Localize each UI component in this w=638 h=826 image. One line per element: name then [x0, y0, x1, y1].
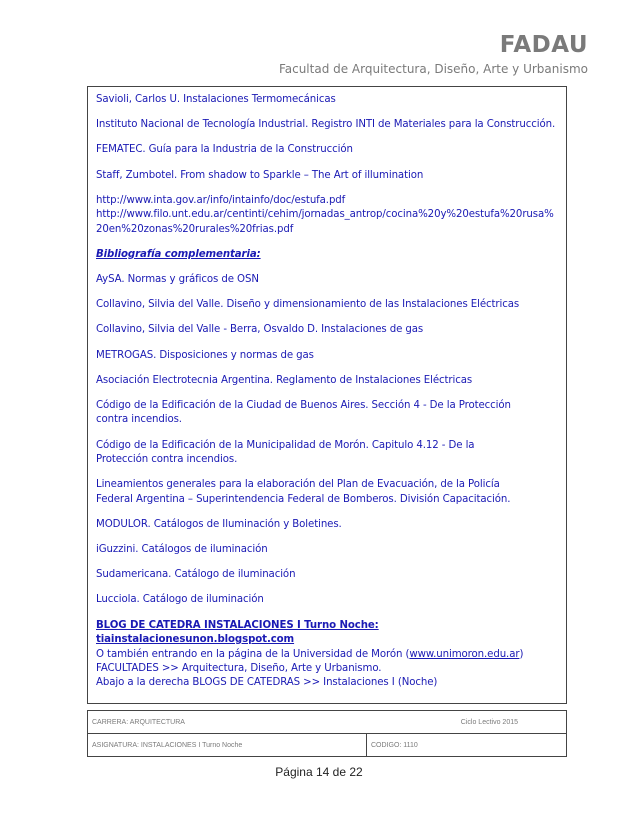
ref-modulor: MODULOR. Catálogos de Iluminación y Boletines. [96, 518, 342, 530]
ref-lineamientos [96, 478, 557, 507]
blog-heading: BLOG DE CATEDRA INSTALACIONES I Turno Noche: [96, 619, 379, 631]
ref-metrogas: METROGAS. Disposiciones y normas de gas [96, 349, 314, 361]
complementary-heading: Bibliografía complementaria: [96, 248, 261, 260]
ref-lineamientos-line2: Federal Argentina – Superintendencia Federal de Bomberos. División Capacitación. [96, 493, 511, 505]
footer-carrera: CARRERA: ARQUITECTURA [92, 718, 185, 726]
ref-savioli: Savioli, Carlos U. Instalaciones Termomecánicas [96, 94, 336, 105]
ref-inti: Instituto Nacional de Tecnología Industrial. Registro INTI de Materiales para la Construcción. [96, 119, 556, 131]
univ-text-post: ) [519, 648, 524, 660]
blog-line [96, 619, 557, 648]
ref-fematec: FEMATEC. Guía para la Industria de la Construcción [96, 144, 353, 156]
facultades-line: FACULTADES >> Arquitectura, Diseño, Arte y Urbanismo. [96, 662, 382, 674]
header-title: FADAU [499, 32, 588, 58]
footer-row-carrera [88, 711, 567, 734]
abajo-line: Abajo a la derecha BLOGS DE CATEDRAS >> Instalaciones I (Noche) [96, 677, 438, 689]
ref-collavino-1: Collavino, Silvia del Valle. Diseño y dimensionamiento de las Instalaciones Eléctricas [96, 299, 520, 311]
ref-codigo-moron [96, 439, 557, 468]
ref-sudamericana: Sudamericana. Catálogo de iluminación [96, 569, 296, 581]
footer-asignatura: ASIGNATURA: INSTALACIONES I Turno Noche [88, 734, 367, 757]
ref-lineamientos-line1: Lineamientos generales para la elaboración del Plan de Evacuación, de la Policía [96, 479, 500, 491]
ref-codigo-caba-line2: contra incendios. [96, 414, 182, 426]
ref-codigo-caba-line1: Código de la Edificación de la Ciudad de Buenos Aires. Sección 4 - De la Protección [96, 400, 511, 412]
footer-ciclo: Ciclo Lectivo 2015 [460, 718, 518, 726]
ref-collavino-2: Collavino, Silvia del Valle - Berra, Osvaldo D. Instalaciones de gas [96, 324, 424, 336]
ref-lucciola: Lucciola. Catálogo de iluminación [96, 594, 264, 606]
ref-staff: Staff, Zumbotel. From shadow to Sparkle – The Art of illumination [96, 169, 424, 181]
blog-link[interactable]: tiainstalacionesunon.blogspot.com [96, 634, 295, 646]
ref-url-unt: http://www.filo.unt.edu.ar/centinti/cehim/jornadas_antrop/cocina%20y%20estufa%20rusa%20en%20zonas%20rurales%20frias.pdf [96, 209, 554, 235]
univ-link[interactable]: www.unimoron.edu.ar [409, 648, 520, 660]
ref-url-inta: http://www.inta.gov.ar/info/intainfo/doc/estufa.pdf [96, 194, 346, 206]
footer-carrera-cell [88, 711, 567, 734]
footer-codigo: CODIGO: 1110 [367, 734, 567, 757]
footer-row-asignatura [88, 734, 567, 757]
bibliography-box [87, 86, 567, 704]
univ-text-pre: O también entrando en la página de la Universidad de Morón ( [96, 648, 410, 660]
footer-table [87, 710, 567, 757]
ref-aysa: AySA. Normas y gráficos de OSN [96, 274, 259, 286]
ref-iguzzini: iGuzzini. Catálogos de iluminación [96, 544, 268, 556]
header-subtitle: Facultad de Arquitectura, Diseño, Arte y Urbanismo [278, 62, 588, 76]
ref-codigo-moron-line1: Código de la Edificación de la Municipalidad de Morón. Capitulo 4.12 - De la [96, 439, 475, 451]
ref-codigo-moron-line2: Protección contra incendios. [96, 454, 238, 466]
page-number: Página 14 de 22 [275, 765, 363, 779]
ref-electrotecnia: Asociación Electrotecnia Argentina. Reglamento de Instalaciones Eléctricas [96, 374, 473, 386]
univ-line [96, 648, 557, 662]
ref-codigo-caba [96, 399, 557, 428]
